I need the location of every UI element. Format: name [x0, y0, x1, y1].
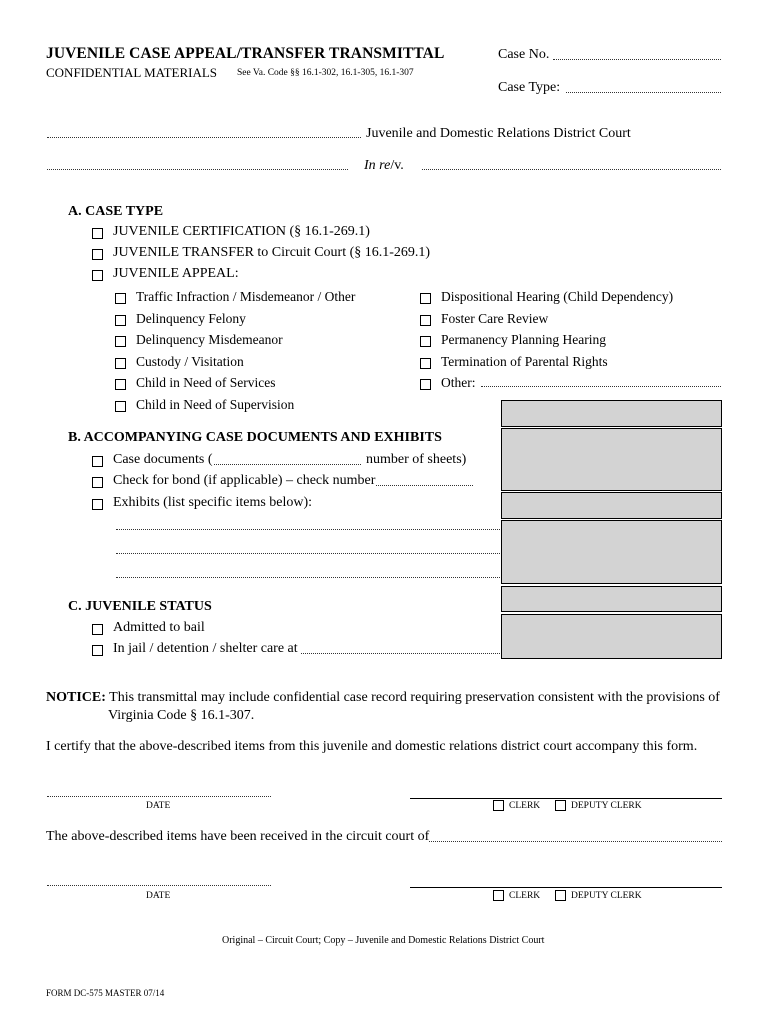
deputy-clerk-checkbox-1[interactable]	[555, 800, 566, 811]
in-re-label: In re/v.	[364, 158, 404, 173]
section-b-heading: B. ACCOMPANYING CASE DOCUMENTS AND EXHIBITS	[68, 430, 442, 445]
date-label-1: DATE	[146, 801, 171, 811]
case-documents-prefix: Case documents (	[113, 452, 213, 467]
form-id: FORM DC-575 MASTER 07/14	[46, 988, 165, 998]
delinquency-misdemeanor-checkbox[interactable]	[115, 336, 126, 347]
traffic-infraction-checkbox[interactable]	[115, 293, 126, 304]
shaded-box-6	[501, 614, 722, 659]
admitted-bail-checkbox[interactable]	[92, 624, 103, 635]
in-jail-label: In jail / detention / shelter care at	[113, 641, 298, 656]
child-need-supervision-checkbox[interactable]	[115, 401, 126, 412]
signature-line-2[interactable]	[410, 887, 722, 888]
circuit-court-field[interactable]	[429, 841, 722, 842]
deputy-clerk-label-2: DEPUTY CLERK	[571, 891, 642, 901]
juvenile-transfer-label: JUVENILE TRANSFER to Circuit Court (§ 16.1-269.1)	[113, 245, 431, 260]
shaded-box-1	[501, 400, 722, 427]
child-need-supervision-label: Child in Need of Supervision	[136, 397, 295, 412]
case-type-field[interactable]	[566, 92, 721, 93]
check-number-field[interactable]	[376, 485, 473, 486]
shaded-box-3	[501, 492, 722, 519]
notice-line-2: Virginia Code § 16.1-307.	[108, 708, 255, 723]
clerk-checkbox-1[interactable]	[493, 800, 504, 811]
juvenile-certification-label: JUVENILE CERTIFICATION (§ 16.1-269.1)	[113, 224, 370, 239]
received-text: The above-described items have been received in the circuit court of	[46, 829, 430, 844]
exhibits-checkbox[interactable]	[92, 499, 103, 510]
other-label: Other:	[441, 375, 476, 390]
exhibits-line-1[interactable]	[116, 529, 500, 530]
delinquency-felony-label: Delinquency Felony	[136, 311, 246, 326]
case-documents-suffix: number of sheets)	[366, 452, 467, 467]
juvenile-transfer-checkbox[interactable]	[92, 249, 103, 260]
court-label: Juvenile and Domestic Relations District Court	[366, 126, 631, 141]
dispositional-hearing-checkbox[interactable]	[420, 293, 431, 304]
clerk-checkbox-2[interactable]	[493, 890, 504, 901]
termination-rights-label: Termination of Parental Rights	[441, 354, 608, 369]
admitted-bail-label: Admitted to bail	[113, 620, 205, 635]
date-field-1[interactable]	[47, 796, 271, 797]
exhibits-line-3[interactable]	[116, 577, 500, 578]
child-need-services-label: Child in Need of Services	[136, 375, 276, 390]
foster-care-review-label: Foster Care Review	[441, 311, 549, 326]
deputy-clerk-checkbox-2[interactable]	[555, 890, 566, 901]
delinquency-misdemeanor-label: Delinquency Misdemeanor	[136, 332, 283, 347]
other-field[interactable]	[481, 386, 721, 387]
clerk-label-1: CLERK	[509, 801, 541, 811]
case-documents-checkbox[interactable]	[92, 456, 103, 467]
traffic-infraction-label: Traffic Infraction / Misdemeanor / Other	[136, 289, 356, 304]
exhibits-label: Exhibits (list specific items below):	[113, 495, 313, 510]
date-field-2[interactable]	[47, 885, 271, 886]
court-name-field[interactable]	[47, 137, 361, 138]
juvenile-appeal-label: JUVENILE APPEAL:	[113, 266, 239, 281]
bond-label: Check for bond (if applicable) – check number	[113, 473, 376, 488]
facility-field[interactable]	[301, 653, 500, 654]
termination-rights-checkbox[interactable]	[420, 358, 431, 369]
notice-line-1: NOTICE: This transmittal may include confidential case record requiring preservation consistent with the provisions of	[46, 690, 720, 705]
bond-checkbox[interactable]	[92, 477, 103, 488]
distribution-note: Original – Circuit Court; Copy – Juvenile and Domestic Relations District Court	[222, 935, 545, 946]
shaded-box-2	[501, 428, 722, 491]
permanency-planning-label: Permanency Planning Hearing	[441, 332, 606, 347]
custody-visitation-checkbox[interactable]	[115, 358, 126, 369]
case-no-field[interactable]	[553, 59, 721, 60]
section-a-heading: A. CASE TYPE	[68, 204, 164, 219]
deputy-clerk-label-1: DEPUTY CLERK	[571, 801, 642, 811]
in-re-field[interactable]	[47, 169, 348, 170]
form-title: JUVENILE CASE APPEAL/TRANSFER TRANSMITTAL	[46, 45, 445, 62]
foster-care-review-checkbox[interactable]	[420, 315, 431, 326]
in-jail-checkbox[interactable]	[92, 645, 103, 656]
date-label-2: DATE	[146, 891, 171, 901]
certify-text: I certify that the above-described items from this juvenile and domestic relations district court accompany this form.	[46, 739, 698, 754]
exhibits-line-2[interactable]	[116, 553, 500, 554]
signature-line-1[interactable]	[410, 798, 722, 799]
case-no-label: Case No.	[498, 47, 550, 62]
juvenile-certification-checkbox[interactable]	[92, 228, 103, 239]
clerk-label-2: CLERK	[509, 891, 541, 901]
code-reference: See Va. Code §§ 16.1-302, 16.1-305, 16.1-307	[237, 68, 414, 78]
juvenile-appeal-checkbox[interactable]	[92, 270, 103, 281]
case-type-label: Case Type:	[498, 80, 561, 95]
custody-visitation-label: Custody / Visitation	[136, 354, 244, 369]
party-field[interactable]	[422, 169, 721, 170]
child-need-services-checkbox[interactable]	[115, 379, 126, 390]
confidential-label: CONFIDENTIAL MATERIALS	[46, 65, 218, 80]
shaded-box-5	[501, 586, 722, 612]
other-checkbox[interactable]	[420, 379, 431, 390]
shaded-box-4	[501, 520, 722, 584]
dispositional-hearing-label: Dispositional Hearing (Child Dependency)	[441, 289, 674, 304]
number-of-sheets-field[interactable]	[214, 464, 361, 465]
section-c-heading: C. JUVENILE STATUS	[68, 599, 212, 614]
permanency-planning-checkbox[interactable]	[420, 336, 431, 347]
delinquency-felony-checkbox[interactable]	[115, 315, 126, 326]
